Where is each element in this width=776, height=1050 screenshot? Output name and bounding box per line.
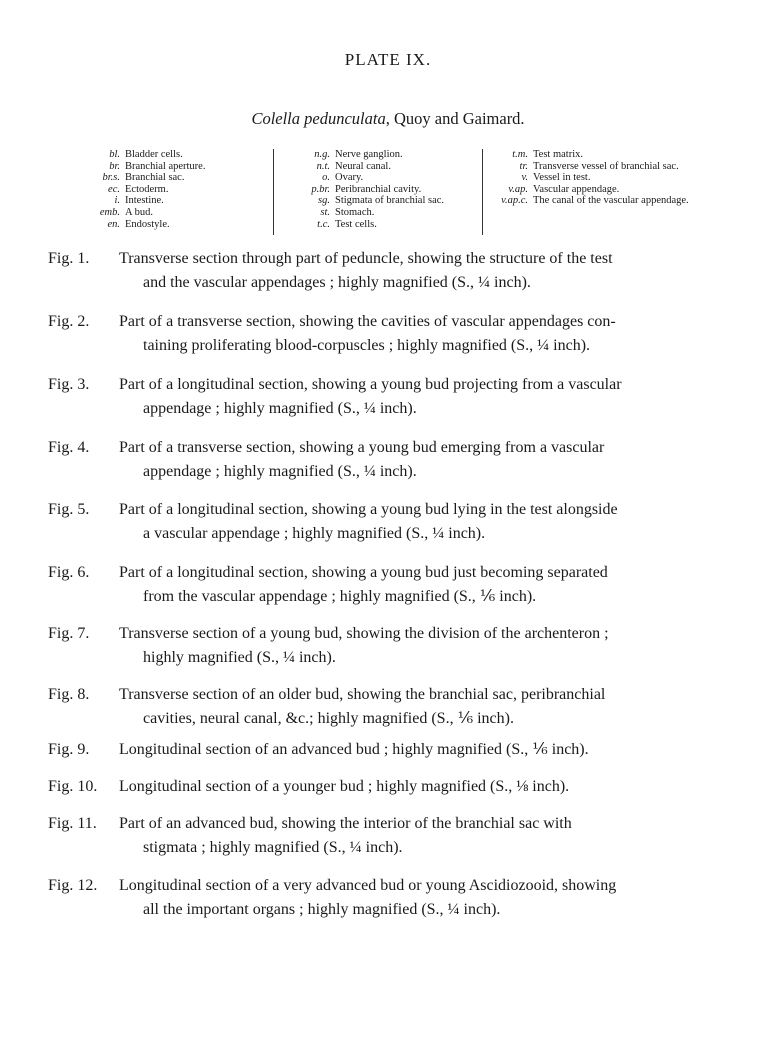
- figure-caption: [48, 775, 722, 799]
- figure-caption: [48, 373, 722, 421]
- figure-label: Fig. 6.: [48, 564, 90, 581]
- figure-caption: [48, 683, 722, 731]
- abbreviation-key: emb.: [99, 206, 120, 218]
- figure-caption: [48, 498, 722, 546]
- caption-line: Part of a transverse section, showing the cavities of vascular appendages con-: [119, 313, 616, 330]
- abbreviation-key: t.c.: [317, 218, 330, 230]
- abbreviation-key: v.ap.c.: [501, 195, 528, 207]
- abbreviation-row: [80, 207, 270, 219]
- abbreviation-value: Ectoderm.: [125, 183, 169, 195]
- abbreviation-value: Transverse vessel of branchial sac.: [533, 160, 679, 172]
- abbreviation-row: [492, 161, 722, 173]
- caption-line: taining proliferating blood-corpuscles ; highly magnified (S., ¼ inch).: [143, 337, 591, 354]
- figure-caption: [48, 561, 722, 609]
- caption-line: cavities, neural canal, &c.; highly magnified (S., ⅙ inch).: [143, 710, 514, 727]
- abbreviation-row: [492, 184, 722, 196]
- abbreviation-value: Test cells.: [335, 218, 377, 230]
- abbreviation-value: Branchial aperture.: [125, 160, 206, 172]
- figure-label: Fig. 2.: [48, 313, 90, 330]
- abbreviation-key: o.: [322, 172, 330, 184]
- abbreviation-row: [282, 219, 492, 231]
- abbreviation-value: Intestine.: [125, 195, 164, 207]
- figure-caption: [48, 738, 722, 762]
- caption-line: Transverse section through part of peduncle, showing the structure of the test: [119, 250, 613, 267]
- figure-caption: [48, 436, 722, 484]
- caption-line: Part of an advanced bud, showing the interior of the branchial sac with: [119, 815, 572, 832]
- abbreviation-key: v.ap.: [508, 183, 528, 195]
- caption-line: Longitudinal section of an advanced bud ; highly magnified (S., ⅙ inch).: [119, 741, 589, 758]
- figure-label: Fig. 12.: [48, 877, 98, 894]
- abbreviation-row: [80, 149, 270, 161]
- figure-label: Fig. 3.: [48, 376, 90, 393]
- abbreviation-row: [282, 195, 492, 207]
- column-divider: [273, 149, 274, 235]
- abbreviation-row: [80, 195, 270, 207]
- abbreviation-row: [492, 172, 722, 184]
- caption-line: all the important organs ; highly magnified (S., ¼ inch).: [143, 901, 501, 918]
- abbreviation-key: en.: [107, 218, 120, 230]
- caption-line: and the vascular appendages ; highly magnified (S., ¼ inch).: [143, 274, 531, 291]
- caption-line: Longitudinal section of a younger bud ; highly magnified (S., ⅛ inch).: [119, 778, 570, 795]
- abbreviation-row: [80, 219, 270, 231]
- abbreviation-row: [282, 184, 492, 196]
- caption-line: Part of a longitudinal section, showing a young bud projecting from a vascular: [119, 376, 622, 393]
- abbreviation-key: i.: [114, 195, 120, 207]
- abbreviations-column-1: [80, 149, 270, 230]
- caption-line: stigmata ; highly magnified (S., ¼ inch).: [143, 839, 403, 856]
- caption-line: a vascular appendage ; highly magnified (S., ¼ inch).: [143, 525, 486, 542]
- figure-label: Fig. 7.: [48, 625, 90, 642]
- abbreviation-key: br.s.: [102, 172, 120, 184]
- abbreviation-row: [282, 161, 492, 173]
- plate-title: PLATE IX.: [344, 50, 432, 69]
- figure-label: Fig. 4.: [48, 439, 90, 456]
- caption-line: Longitudinal section of a very advanced bud or young Ascidiozooid, showing: [119, 877, 617, 894]
- figure-label: Fig. 9.: [48, 741, 90, 758]
- species-heading: [0, 109, 776, 129]
- species-name: Colella pedunculata: [251, 109, 386, 128]
- abbreviation-key: n.g.: [314, 149, 330, 160]
- abbreviation-value: Vessel in test.: [533, 172, 591, 184]
- abbreviation-key: st.: [320, 206, 330, 218]
- abbreviation-value: Ovary.: [335, 172, 364, 184]
- caption-line: appendage ; highly magnified (S., ¼ inch).: [143, 400, 417, 417]
- column-divider: [482, 149, 483, 235]
- abbreviation-key: v.: [521, 172, 528, 184]
- figure-caption: [48, 247, 722, 295]
- abbreviations-column-2: [282, 149, 492, 230]
- abbreviation-key: tr.: [519, 160, 528, 172]
- abbreviation-row: [492, 195, 722, 207]
- abbreviation-key: t.m.: [512, 149, 528, 160]
- abbreviation-row: [80, 184, 270, 196]
- abbreviation-key: bl.: [109, 149, 120, 160]
- abbreviation-row: [282, 172, 492, 184]
- figure-caption: [48, 812, 722, 860]
- abbreviation-key: br.: [109, 160, 120, 172]
- abbreviation-value: Vascular appendage.: [533, 183, 620, 195]
- abbreviation-value: Stomach.: [335, 206, 375, 218]
- caption-line: Transverse section of a young bud, showing the division of the archenteron ;: [119, 625, 609, 642]
- abbreviation-key: sg.: [318, 195, 330, 207]
- abbreviation-value: Nerve ganglion.: [335, 149, 403, 160]
- abbreviation-value: Test matrix.: [533, 149, 584, 160]
- abbreviation-row: [282, 207, 492, 219]
- figure-caption: [48, 310, 722, 358]
- abbreviation-value: Neural canal.: [335, 160, 391, 172]
- figure-caption: [48, 874, 722, 922]
- abbreviation-value: A bud.: [125, 206, 154, 218]
- caption-line: highly magnified (S., ¼ inch).: [143, 649, 336, 666]
- caption-line: Transverse section of an older bud, showing the branchial sac, peribranchial: [119, 686, 606, 703]
- abbreviation-row: [80, 172, 270, 184]
- abbreviation-value: Stigmata of branchial sac.: [335, 195, 445, 207]
- figure-caption: [48, 622, 722, 670]
- abbreviation-value: Peribranchial cavity.: [335, 183, 422, 195]
- figure-label: Fig. 1.: [48, 250, 90, 267]
- abbreviation-value: Bladder cells.: [125, 149, 183, 160]
- figure-label: Fig. 11.: [48, 815, 97, 832]
- species-authority: , Quoy and Gaimard.: [385, 109, 525, 128]
- abbreviation-row: [282, 149, 492, 161]
- caption-line: Part of a transverse section, showing a young bud emerging from a vascular: [119, 439, 605, 456]
- abbreviation-value: The canal of the vascular appendage.: [533, 195, 689, 207]
- abbreviation-key: n.t.: [316, 160, 330, 172]
- abbreviation-row: [80, 161, 270, 173]
- figure-label: Fig. 8.: [48, 686, 90, 703]
- abbreviation-value: Branchial sac.: [125, 172, 185, 184]
- figure-label: Fig. 10.: [48, 778, 98, 795]
- abbreviation-key: p.br.: [311, 183, 330, 195]
- caption-line: Part of a longitudinal section, showing a young bud just becoming separated: [119, 564, 608, 581]
- figure-label: Fig. 5.: [48, 501, 90, 518]
- caption-line: Part of a longitudinal section, showing a young bud lying in the test alongside: [119, 501, 618, 518]
- caption-line: appendage ; highly magnified (S., ¼ inch).: [143, 463, 417, 480]
- abbreviations-column-3: [492, 149, 722, 207]
- abbreviation-row: [492, 149, 722, 161]
- abbreviation-key: ec.: [108, 183, 120, 195]
- caption-line: from the vascular appendage ; highly magnified (S., ⅙ inch).: [143, 588, 537, 605]
- abbreviation-value: Endostyle.: [125, 218, 170, 230]
